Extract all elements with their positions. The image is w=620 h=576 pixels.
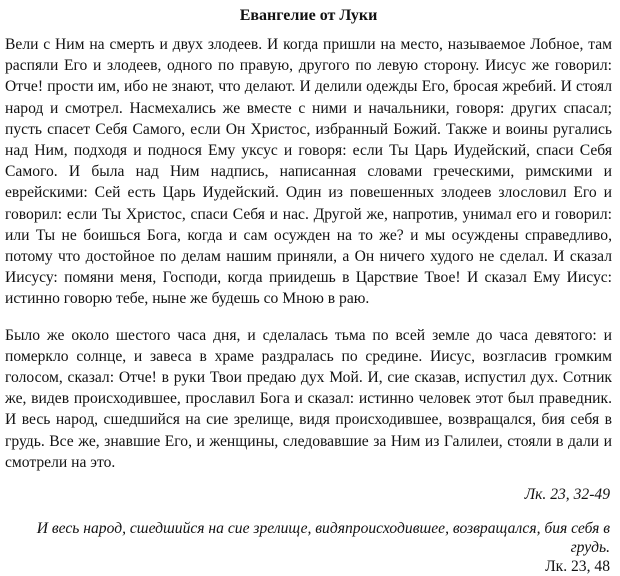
- paragraph-1: Вели с Ним на смерть и двух злодеев. И когда пришли на место, называемое Лобное, там распяли Его и злодеев, одного по правую, другого по левую сторону. Иисус же говорил: Отче! прости им, ибо не знают, что делают. И делили одежды Его, бросая жребий. И стоял народ и смотрел. Насмехались же вместе с ними и начальники, говоря: других спасал; пусть спасет Себя Самого, если Он Христос, избранный Божий. Также и воины ругались над Ним, подходя и поднося Ему уксус и говоря: если Ты Царь Иудейский, спаси Себя Самого. И была над Ним надпись, написанная словами греческими, римскими и еврейскими: Сей есть Царь Иудейский. Один из повешенных злодеев злословил Его и говорил: если Ты Христос, спаси Себя и нас. Другой же, напротив, унимал его и говорил: или Ты не боишься Бога, когда и сам осужден на то же? и мы осуждены справедливо, потому что достойное по делам нашим приняли, а Он ничего худого не сделал. И сказал Иисусу: помяни меня, Господи, когда приидешь в Царствие Твое! И сказал Ему Иисус: истинно говорю тебе, ныне же будешь со Мною в раю.: [5, 36, 612, 308]
- scripture-reference: Лк. 23, 32-49: [524, 486, 610, 504]
- highlighted-quote: И весь народ, сшедшийся на сие зрелище, видяпроисходившее, возвращался, бия себя в грудь.: [36, 520, 610, 557]
- paragraph-2: Было же около шестого часа дня, и сделалась тьма по всей земле до часа девятого: и померкло солнце, и завеса в храме раздралась по средине. Иисус, возгласив громким голосом, сказал: Отче! в руки Твои предаю дух Мой. И, сие сказав, испустил дух. Сотник же, видев происходившее, прославил Бога и сказал: истинно человек этот был праведник. И весь народ, сшедшийся на сие зрелище, видя происходившее, возвращался, бия себя в грудь. Все же, знавшие Его, и женщины, следовавшие за Ним из Галилеи, стояли в дали и смотрели на это.: [5, 326, 612, 471]
- quote-reference: Лк. 23, 48: [545, 558, 610, 576]
- document-title: Евангелие от Луки: [239, 7, 378, 24]
